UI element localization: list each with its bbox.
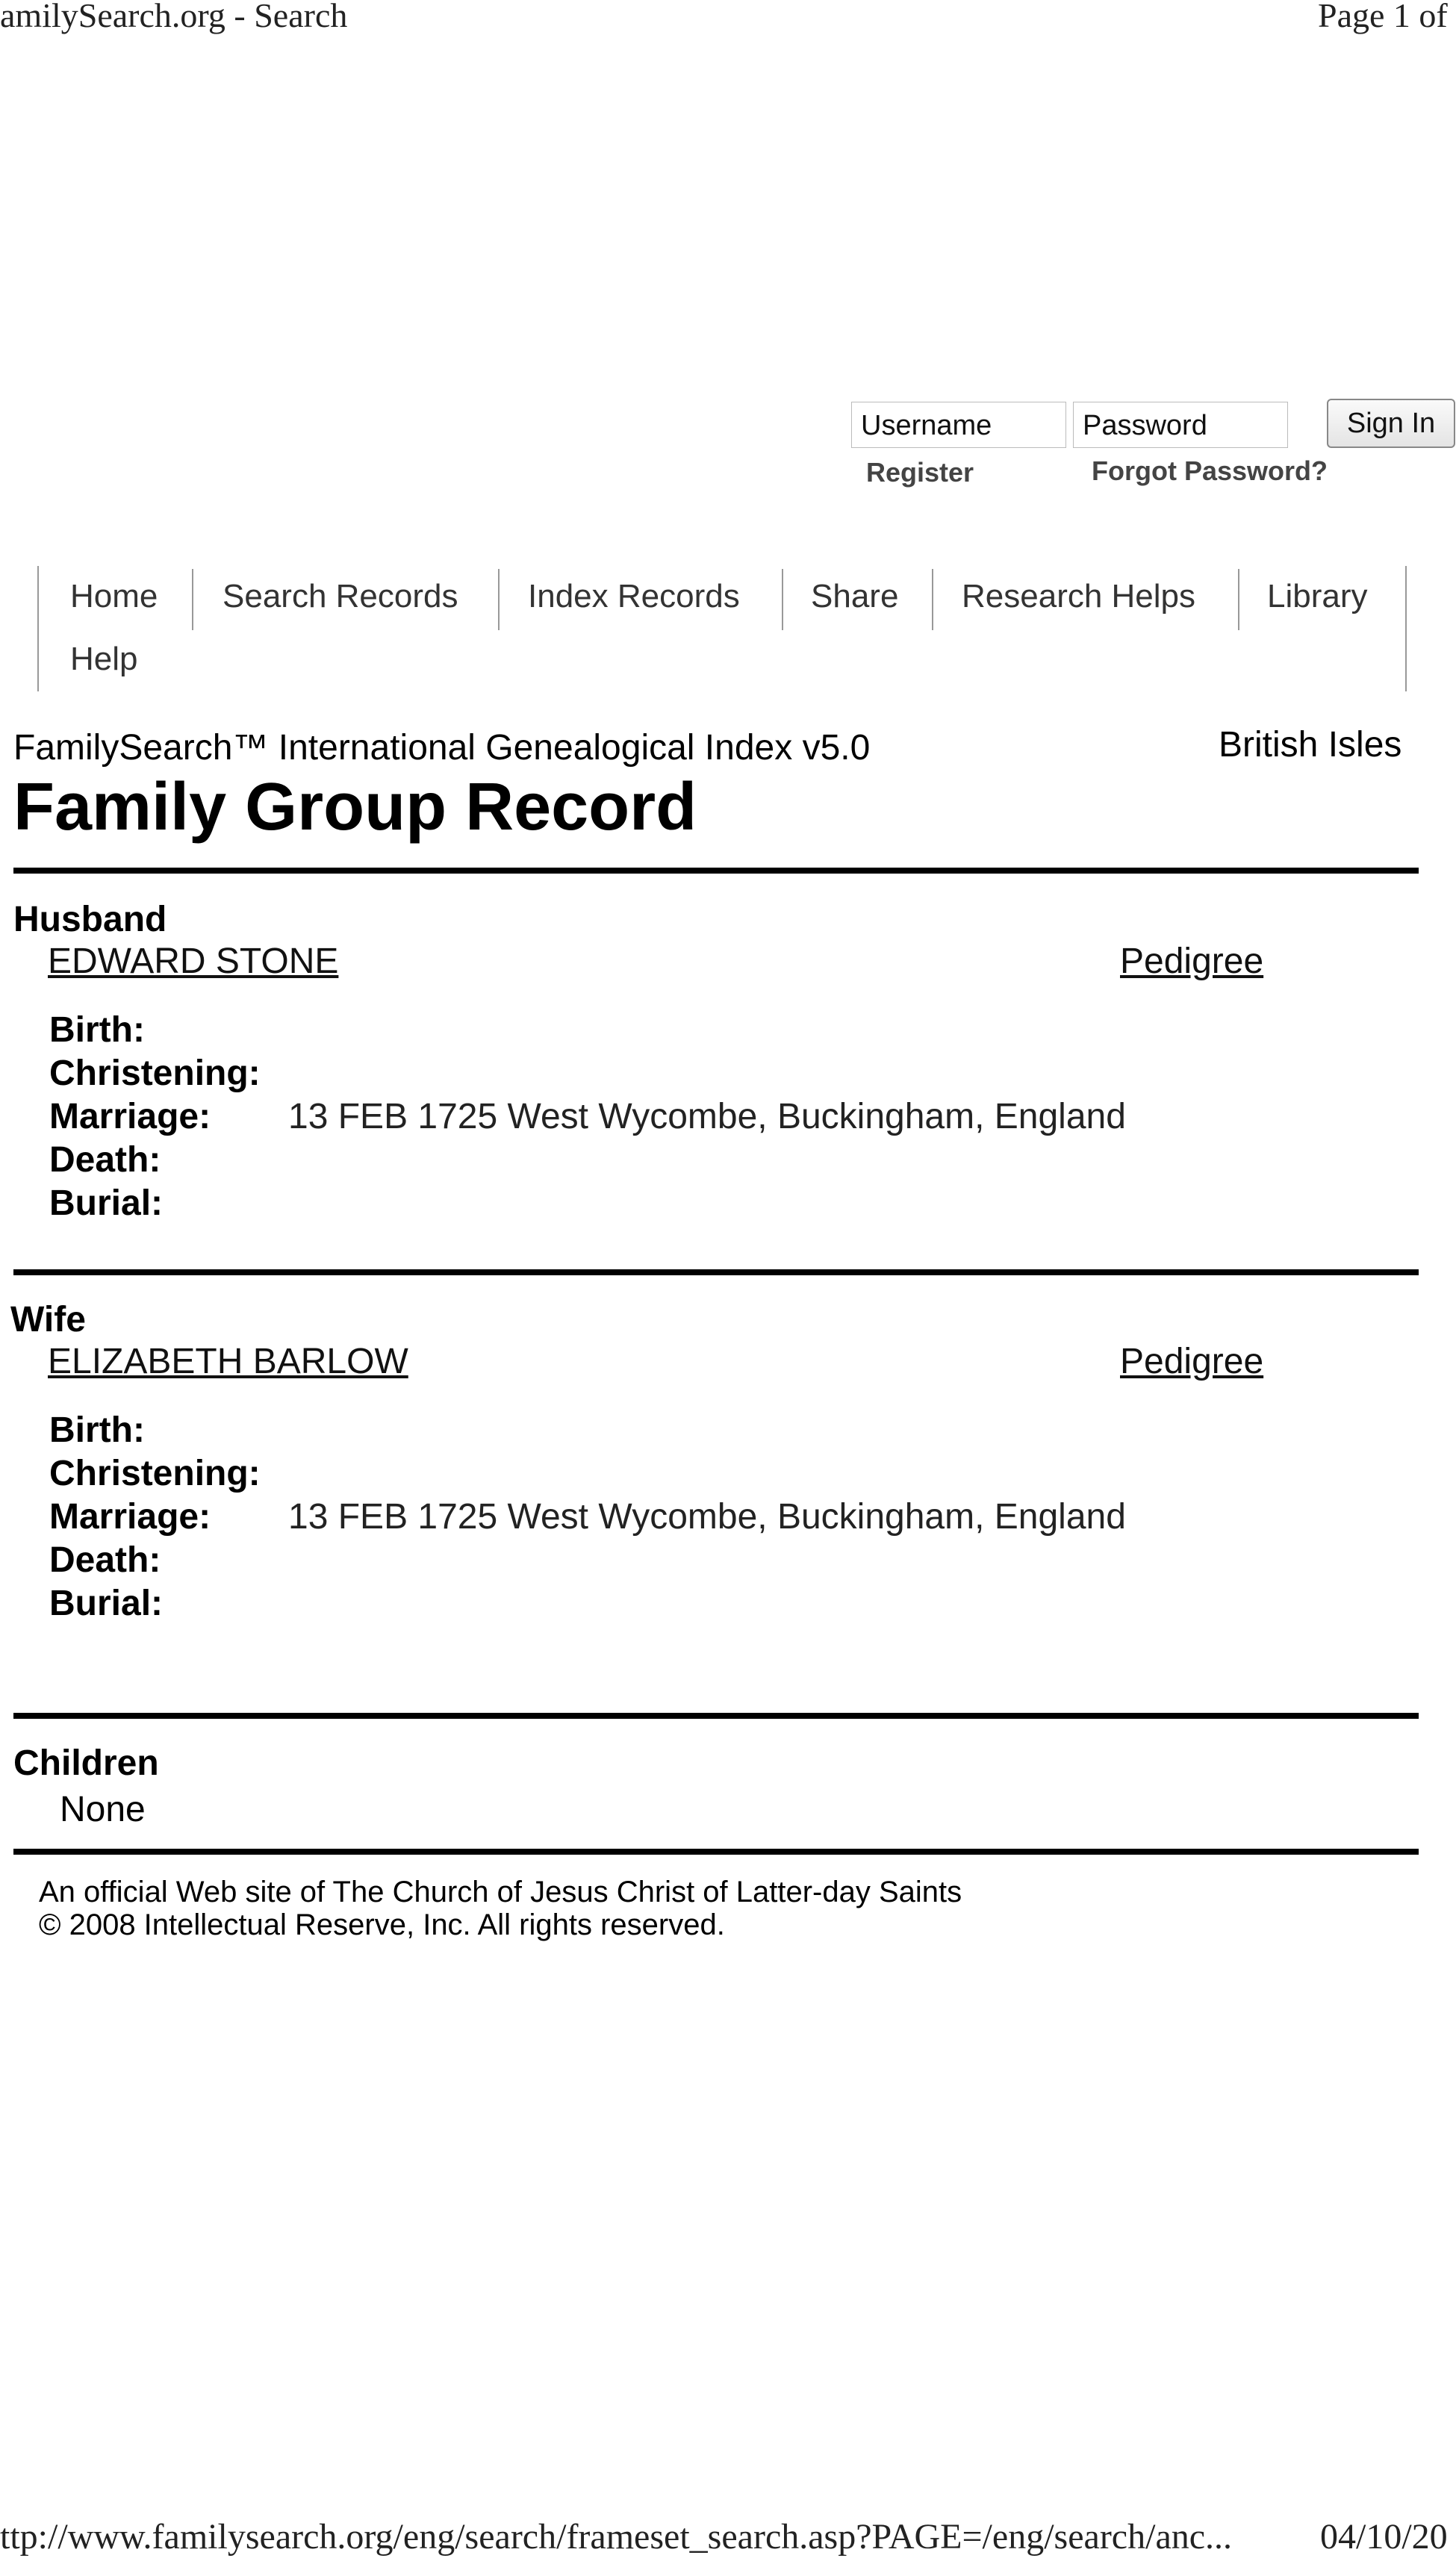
print-header-title: amilySearch.org - Search (0, 0, 348, 34)
section-divider (13, 1713, 1419, 1719)
nav-divider (192, 569, 193, 630)
region-label: British Isles (1219, 725, 1402, 765)
username-input[interactable]: Username (851, 402, 1066, 448)
husband-name-link[interactable]: EDWARD STONE (48, 942, 339, 981)
husband-marriage-label: Marriage: (49, 1097, 211, 1136)
nav-divider (1238, 569, 1239, 630)
password-input[interactable]: Password (1073, 402, 1288, 448)
page-title: Family Group Record (13, 770, 697, 844)
wife-marriage-value: 13 FEB 1725 West Wycombe, Buckingham, England (288, 1497, 1126, 1537)
wife-heading: Wife (10, 1300, 86, 1339)
nav-divider (498, 569, 500, 630)
wife-burial-label: Burial: (49, 1584, 164, 1623)
nav-divider (782, 569, 783, 630)
wife-marriage-label: Marriage: (49, 1497, 211, 1537)
husband-burial-label: Burial: (49, 1183, 164, 1223)
husband-death-label: Death: (49, 1140, 161, 1180)
forgot-password-link[interactable]: Forgot Password? (1092, 455, 1328, 486)
nav-share[interactable]: Share (811, 578, 899, 614)
husband-pedigree-link[interactable]: Pedigree (1120, 942, 1264, 981)
wife-death-label: Death: (49, 1540, 161, 1580)
nav-help[interactable]: Help (70, 641, 138, 677)
wife-pedigree-link[interactable]: Pedigree (1120, 1342, 1264, 1381)
husband-birth-label: Birth: (49, 1010, 145, 1050)
nav-search-records[interactable]: Search Records (223, 578, 458, 614)
nav-research-helps[interactable]: Research Helps (962, 578, 1196, 614)
footer-official: An official Web site of The Church of Jesus Christ of Latter-day Saints (39, 1876, 962, 1908)
wife-name-link[interactable]: ELIZABETH BARLOW (48, 1342, 408, 1381)
register-link[interactable]: Register (866, 457, 974, 488)
husband-heading: Husband (13, 900, 167, 939)
wife-christening-label: Christening: (49, 1454, 261, 1493)
nav-home[interactable]: Home (70, 578, 158, 614)
print-header-page: Page 1 of (1318, 0, 1448, 34)
husband-christening-label: Christening: (49, 1054, 261, 1093)
wife-birth-label: Birth: (49, 1410, 145, 1450)
children-none: None (60, 1790, 146, 1829)
sign-in-button[interactable]: Sign In (1327, 399, 1455, 448)
section-divider (13, 1849, 1419, 1855)
children-heading: Children (13, 1743, 159, 1783)
index-subtitle: FamilySearch™ International Genealogical Index v5.0 (13, 728, 871, 768)
footer-copyright: © 2008 Intellectual Reserve, Inc. All rights reserved. (39, 1908, 725, 1941)
print-footer-date: 04/10/20 (1320, 2517, 1448, 2557)
main-nav (37, 566, 1407, 691)
print-footer-url: ttp://www.familysearch.org/eng/search/frameset_search.asp?PAGE=/eng/search/anc... (0, 2517, 1233, 2557)
nav-divider (932, 569, 933, 630)
nav-library[interactable]: Library (1267, 578, 1368, 614)
section-divider (13, 868, 1419, 874)
husband-marriage-value: 13 FEB 1725 West Wycombe, Buckingham, England (288, 1097, 1126, 1136)
nav-index-records[interactable]: Index Records (528, 578, 740, 614)
section-divider (13, 1269, 1419, 1275)
